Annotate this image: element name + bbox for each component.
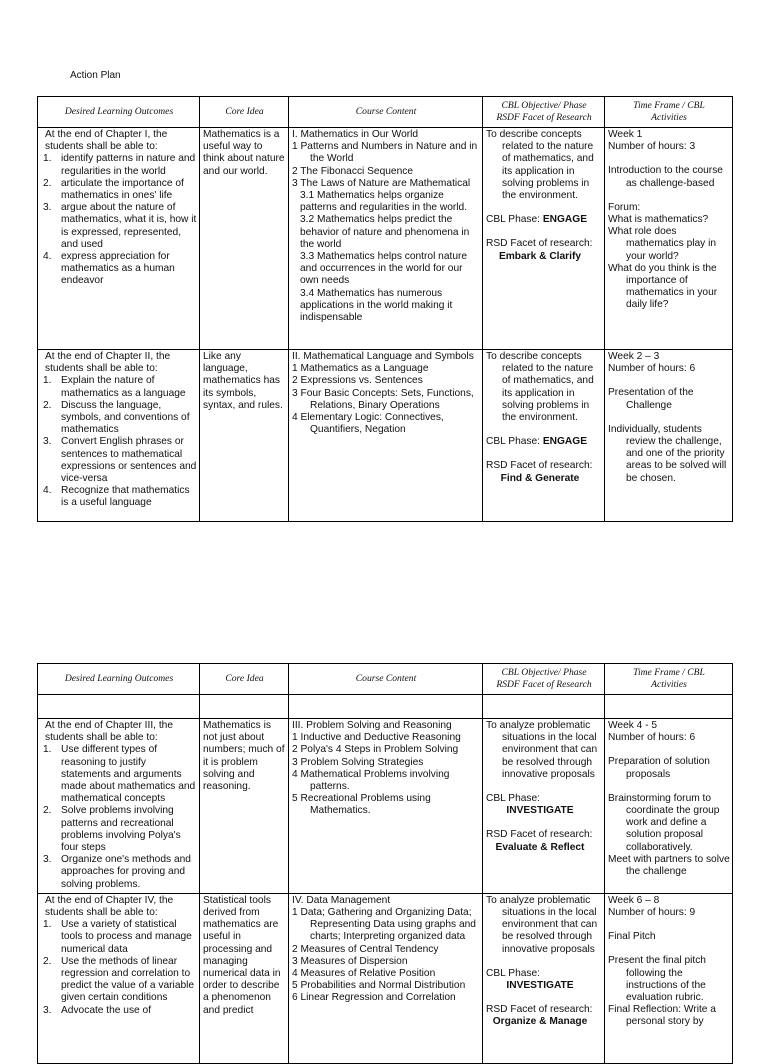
time-frame-cell: Week 6 – 8 Number of hours: 9 Final Pitch Present the final pitch following the instructions of the evaluation rubric. Final Reflection: Write a personal story by (605, 893, 733, 1063)
table-header-row (38, 664, 733, 695)
list-item: 1. Explain the nature of mathematics as a language (43, 375, 186, 399)
header-time-frame: Time Frame / CBL Activities (605, 664, 733, 695)
cbl-cell: To analyze problematic situations in the local environment that can be resolved through innovative proposals CBL Phase: INVESTIGATE RSD Facet of research: Organize & Manage (483, 893, 605, 1063)
table-row (38, 719, 733, 894)
rsd-facet: Organize & Manage (492, 1016, 588, 1028)
cbl-cell: To describe concepts related to the nature of mathematics, and its application in solving problems in the environment. CBL Phase: ENGAGE RSD Facet of research: Find & Generate (483, 350, 605, 522)
action-plan-table-1 (37, 96, 733, 522)
time-frame-cell: Week 4 - 5 Number of hours: 6 Preparation of solution proposals Brainstorming forum to coordinate the group work and define a solution proposal collaboratively. Meet with partners to solve the challenge (605, 719, 733, 894)
list-item: 2. Discuss the language, symbols, and conventions of mathematics (43, 399, 190, 436)
course-content-cell: IV. Data Management 1 Data; Gathering and Organizing Data; Representing Data using graphs and charts; Interpreting organized data 2 Measures of Central Tendency 3 Measures of Dispersion 4 Measures of Relative Position 5 Probabilities and Normal Distribution 6 Linear Regression and Correlation (289, 893, 483, 1063)
core-idea-cell: Mathematics is a useful way to think about nature and our world. (200, 128, 289, 350)
list-item: 1. Use a variety of statistical tools to process and manage numerical data (43, 919, 192, 955)
list-item: 2. articulate the importance of mathematics in ones' life (43, 177, 184, 202)
outcomes-cell: At the end of Chapter IV, the students shall be able to: 1. Use a variety of statistical tools to process and manage numerical data 2. Use the methods of linear regression and correlation to predict the value of a variable given certain conditions 3. Advocate the use of (38, 893, 200, 1063)
outcomes-cell (38, 128, 200, 350)
header-core-idea: Core Idea (200, 664, 289, 695)
table-row (38, 128, 733, 350)
table-row (38, 893, 733, 1063)
list-item: 3. argue about the nature of mathematics, what it is, how it is expressed, represented, and used (43, 202, 197, 250)
header-outcomes: Desired Learning Outcomes (38, 97, 200, 128)
list-item: 2. Solve problems involving patterns and recreational problems involving Polya's four steps (43, 805, 181, 854)
list-item: 1. Use different types of reasoning to justify statements and arguments made about mathematics and mathematical concepts (43, 744, 196, 805)
cbl-cell: To analyze problematic situations in the local environment that can be resolved through innovative proposals CBL Phase: INVESTIGATE RSD Facet of research: Evaluate & Reflect (483, 719, 605, 894)
cbl-phase: CBL Phase: ENGAGE (486, 214, 587, 226)
header-core-idea: Core Idea (200, 97, 289, 128)
outcomes-cell: At the end of Chapter II, the students shall be able to: 1. Explain the nature of mathematics as a language 2. Discuss the language, symbols, and conventions of mathematics 3. Convert English phrases or sentences to mathematical expressions or sentences and vice-versa 4. Recognize that mathematics is a useful language (38, 350, 200, 522)
table-header-row (38, 97, 733, 128)
header-time-frame: Time Frame / CBL Activities (605, 97, 733, 128)
list-item: 4. Recognize that mathematics is a useful language (43, 485, 190, 509)
rsd-facet: Embark & Clarify (498, 250, 582, 262)
list-item: 1. identify patterns in nature and regularities in the world (43, 153, 196, 177)
time-frame-cell: Week 1 Number of hours: 3 Introduction to the course as challenge-based Forum: What is mathematics? What role does mathematics play in your world? What do you think is the importance of mathematics in your daily life? (605, 128, 733, 350)
course-content-cell: I. Mathematics in Our World 1 Patterns and Numbers in Nature and in the World 2 The Fibonacci Sequence 3 The Laws of Nature are Mathematical 3.1 Mathematics helps organize patterns and regularities in the world. 3.2 Mathematics helps predict the behavior of nature and phenomena in the world 3.3 Mathematics helps control nature and occurrences in the world for our own needs 3.4 Mathematics has numerous applications in the world making it indispensable (289, 128, 483, 350)
action-plan-table-2 (37, 663, 733, 1064)
header-cbl-objective: CBL Objective/ Phase RSDF Facet of Research (483, 664, 605, 695)
rsd-facet: Evaluate & Reflect (495, 841, 585, 853)
list-item: 3. Advocate the use of (43, 1004, 152, 1016)
table-row (38, 350, 733, 522)
core-idea-cell: Mathematics is not just about numbers; much of it is problem solving and reasoning. (200, 719, 289, 894)
course-content-cell: II. Mathematical Language and Symbols 1 Mathematics as a Language 2 Expressions vs. Sentences 3 Four Basic Concepts: Sets, Functions, Relations, Binary Operations 4 Elementary Logic: Connectives, Quantifiers, Negation (289, 350, 483, 522)
outcomes-intro: At the end of Chapter I, the students shall be able to: (45, 129, 168, 153)
header-outcomes: Desired Learning Outcomes (38, 664, 200, 695)
list-item: 4. express appreciation for mathematics as a human endeavor (43, 251, 175, 287)
rsd-facet: Find & Generate (500, 472, 580, 484)
core-idea-cell: Statistical tools derived from mathematics are useful in processing and managing numerical data in order to describe a phenomenon and predict (200, 893, 289, 1063)
list-item: 3. Convert English phrases or sentences to mathematical expressions or sentences and vice-versa (43, 436, 197, 485)
blank-row (38, 695, 733, 719)
header-course-content: Course Content (289, 664, 483, 695)
core-idea-cell: Like any language, mathematics has its symbols, syntax, and rules. (200, 350, 289, 522)
time-frame-cell: Week 2 – 3 Number of hours: 6 Presentation of the Challenge Individually, students review the challenge, and one of the priority areas to be solved will be chosen. (605, 350, 733, 522)
header-cbl-objective: CBL Objective/ Phase RSDF Facet of Research (483, 97, 605, 128)
outcomes-cell: At the end of Chapter III, the students shall be able to: 1. Use different types of reasoning to justify statements and arguments made about mathematics and mathematical concepts 2. Solve problems involving patterns and recreational problems involving Polya's four steps 3. Organize one's methods and approaches for proving and solving problems. (38, 719, 200, 894)
cbl-cell: To describe concepts related to the nature of mathematics, and its application in solving problems in the environment. CBL Phase: ENGAGE RSD Facet of research: Embark & Clarify (483, 128, 605, 350)
header-course-content: Course Content (289, 97, 483, 128)
course-content-cell: III. Problem Solving and Reasoning 1 Inductive and Deductive Reasoning 2 Polya's 4 Steps in Problem Solving 3 Problem Solving Strategies 4 Mathematical Problems involving patterns. 5 Recreational Problems using Mathematics. (289, 719, 483, 894)
list-item: 2. Use the methods of linear regression and correlation to predict the value of a variable given certain conditions (43, 955, 195, 1004)
list-item: 3. Organize one's methods and approaches for proving and solving problems. (43, 854, 191, 890)
document-title: Action Plan (70, 70, 121, 81)
